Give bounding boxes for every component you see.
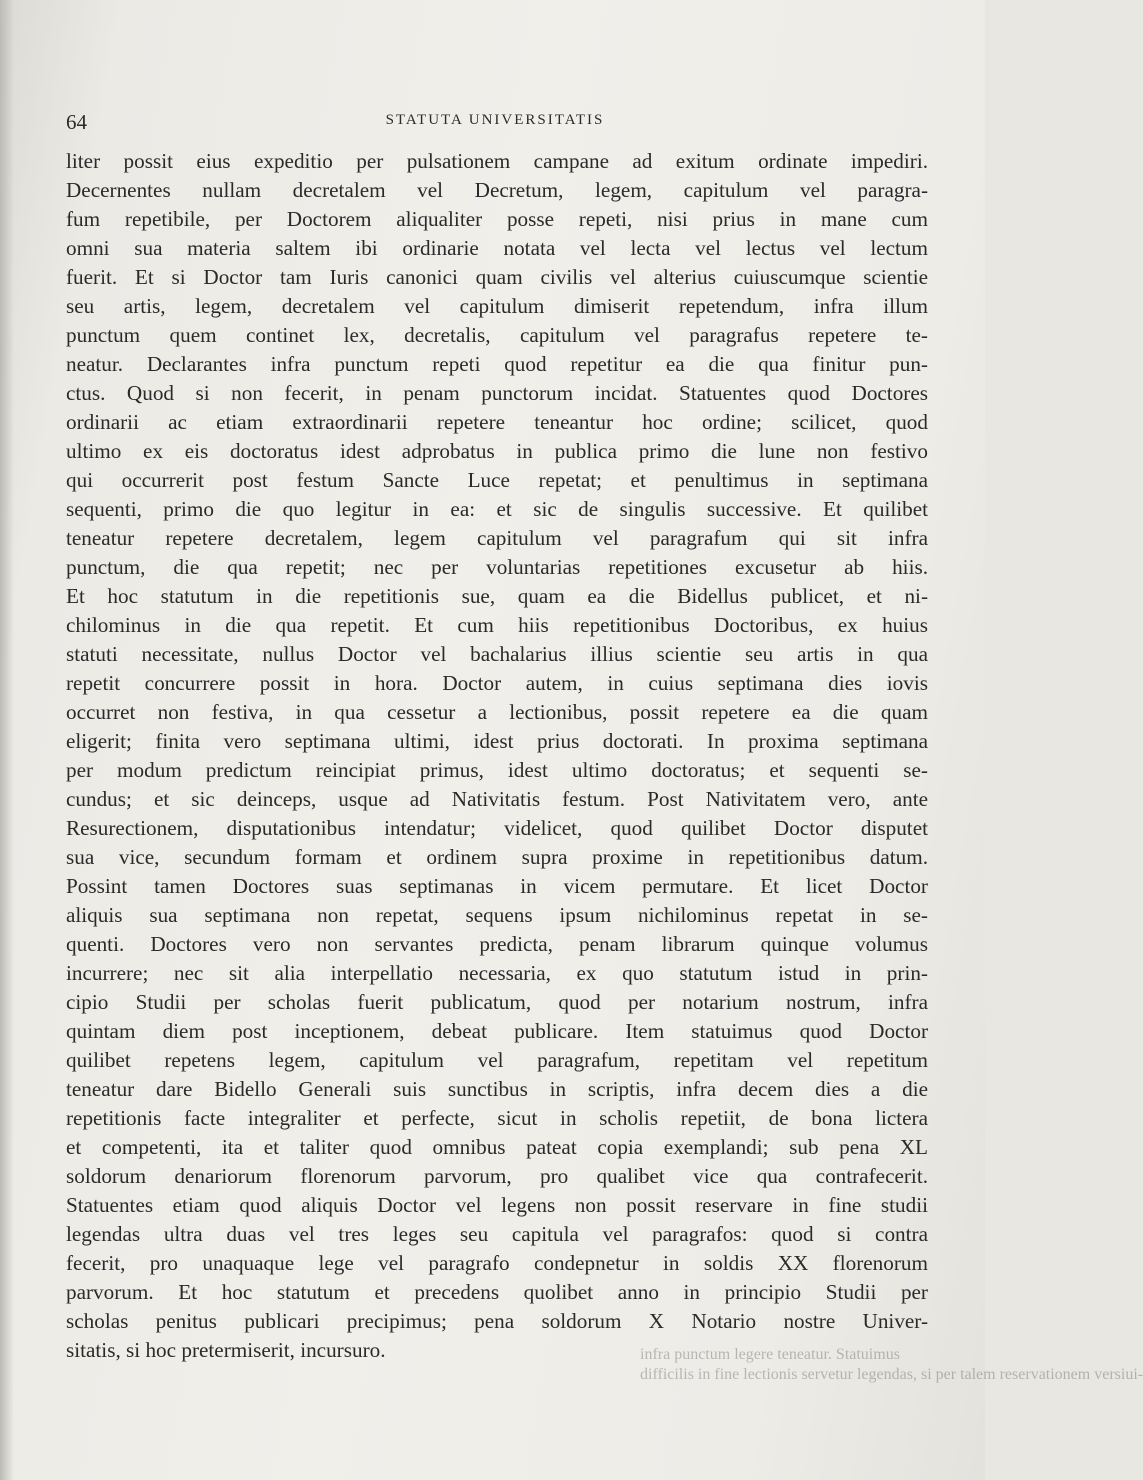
text-line: teneatur dare Bidello Generali suis sunctibus in scriptis, infra decem dies a die bbox=[66, 1077, 928, 1101]
text-line: seu artis, legem, decretalem vel capitulum dimiserit repetendum, infra illum bbox=[66, 294, 928, 318]
text-line: punctum, die qua repetit; nec per voluntarias repetitiones excusetur ab hiis. bbox=[66, 555, 928, 579]
running-head: STATUTA UNIVERSITATIS bbox=[385, 112, 605, 128]
text-line: ctus. Quod si non fecerit, in penam punctorum incidat. Statuentes quod Doctores bbox=[66, 381, 928, 405]
text-line: aliquis sua septimana non repetat, sequens ipsum nichilominus repetat in se- bbox=[66, 903, 928, 927]
text-line: soldorum denariorum florenorum parvorum, pro qualibet vice qua contrafecerit. bbox=[66, 1164, 928, 1188]
bleed-through-line: difficilis in fine lectionis servetur legendas, si per talem reservationem versiui- bbox=[640, 1366, 1143, 1383]
text-line: cipio Studii per scholas fuerit publicatum, quod per notarium nostrum, infra bbox=[66, 990, 928, 1014]
text-line: punctum quem continet lex, decretalis, capitulum vel paragrafus repetere te- bbox=[66, 323, 928, 347]
text-line: quintam diem post inceptionem, debeat publicare. Item statuimus quod Doctor bbox=[66, 1019, 928, 1043]
text-line: ultimo ex eis doctoratus idest adprobatus in publica primo die lune non festivo bbox=[66, 439, 928, 463]
text-line: omni sua materia saltem ibi ordinarie notata vel lecta vel lectus vel lectum bbox=[66, 236, 928, 260]
text-line: scholas penitus publicari precipimus; pena soldorum X Notario nostre Univer- bbox=[66, 1309, 928, 1333]
text-line: Resurectionem, disputationibus intendatur; videlicet, quod quilibet Doctor disputet bbox=[66, 816, 928, 840]
text-line: ordinarii ac etiam extraordinarii repetere teneantur hoc ordine; scilicet, quod bbox=[66, 410, 928, 434]
text-line: sequenti, primo die quo legitur in ea: et sic de singulis successive. Et quilibet bbox=[66, 497, 928, 521]
text-line: chilominus in die qua repetit. Et cum hiis repetitionibus Doctoribus, ex huius bbox=[66, 613, 928, 637]
text-line: incurrere; nec sit alia interpellatio necessaria, ex quo statutum istud in prin- bbox=[66, 961, 928, 985]
bleed-through-line: infra punctum legere teneatur. Statuimus bbox=[640, 1346, 900, 1363]
text-line: parvorum. Et hoc statutum et precedens quolibet anno in principio Studii per bbox=[66, 1280, 928, 1304]
text-line: fecerit, pro unaquaque lege vel paragrafo condepnetur in soldis XX florenorum bbox=[66, 1251, 928, 1275]
page-header bbox=[66, 110, 924, 136]
text-line: liter possit eius expeditio per pulsationem campane ad exitum ordinate impediri. bbox=[66, 149, 928, 173]
text-line: Et hoc statutum in die repetitionis sue, quam ea die Bidellus publicet, et ni- bbox=[66, 584, 928, 608]
text-line: eligerit; finita vero septimana ultimi, idest prius doctorati. In proxima septimana bbox=[66, 729, 928, 753]
text-line: quenti. Doctores vero non servantes predicta, penam librarum quinque volumus bbox=[66, 932, 928, 956]
text-line: et competenti, ita et taliter quod omnibus pateat copia exemplandi; sub pena XL bbox=[66, 1135, 928, 1159]
text-line: Possint tamen Doctores suas septimanas in vicem permutare. Et licet Doctor bbox=[66, 874, 928, 898]
text-line: sua vice, secundum formam et ordinem supra proxime in repetitionibus datum. bbox=[66, 845, 928, 869]
text-line: fuerit. Et si Doctor tam Iuris canonici quam civilis vel alterius cuiuscumque scientie bbox=[66, 265, 928, 289]
text-line: repetit concurrere possit in hora. Doctor autem, in cuius septimana dies iovis bbox=[66, 671, 928, 695]
text-line: Decernentes nullam decretalem vel Decretum, legem, capitulum vel paragra- bbox=[66, 178, 928, 202]
text-line: cundus; et sic deinceps, usque ad Nativitatis festum. Post Nativitatem vero, ante bbox=[66, 787, 928, 811]
text-line: per modum predictum reincipiat primus, idest ultimo doctoratus; et sequenti se- bbox=[66, 758, 928, 782]
text-line: teneatur repetere decretalem, legem capitulum vel paragrafum qui sit infra bbox=[66, 526, 928, 550]
text-line: neatur. Declarantes infra punctum repeti quod repetitur ea die qua finitur pun- bbox=[66, 352, 928, 376]
text-line: sitatis, si hoc pretermiserit, incursuro. bbox=[66, 1338, 386, 1362]
text-line: statuti necessitate, nullus Doctor vel bachalarius illius scientie seu artis in qua bbox=[66, 642, 928, 666]
text-line: Statuentes etiam quod aliquis Doctor vel legens non possit reservare in fine studii bbox=[66, 1193, 928, 1217]
text-line: occurret non festiva, in qua cessetur a lectionibus, possit repetere ea die quam bbox=[66, 700, 928, 724]
page-binding-shadow bbox=[0, 0, 14, 1480]
body-text bbox=[66, 147, 928, 1365]
text-line: legendas ultra duas vel tres leges seu capitula vel paragrafos: quod si contra bbox=[66, 1222, 928, 1246]
text-line: fum repetibile, per Doctorem aliqualiter posse repeti, nisi prius in mane cum bbox=[66, 207, 928, 231]
text-line: qui occurrerit post festum Sancte Luce repetat; et penultimus in septimana bbox=[66, 468, 928, 492]
text-line: repetitionis facte integraliter et perfecte, sicut in scholis repetiit, de bona lictera bbox=[66, 1106, 928, 1130]
page-number: 64 bbox=[66, 110, 87, 134]
text-line: quilibet repetens legem, capitulum vel paragrafum, repetitam vel repetitum bbox=[66, 1048, 928, 1072]
